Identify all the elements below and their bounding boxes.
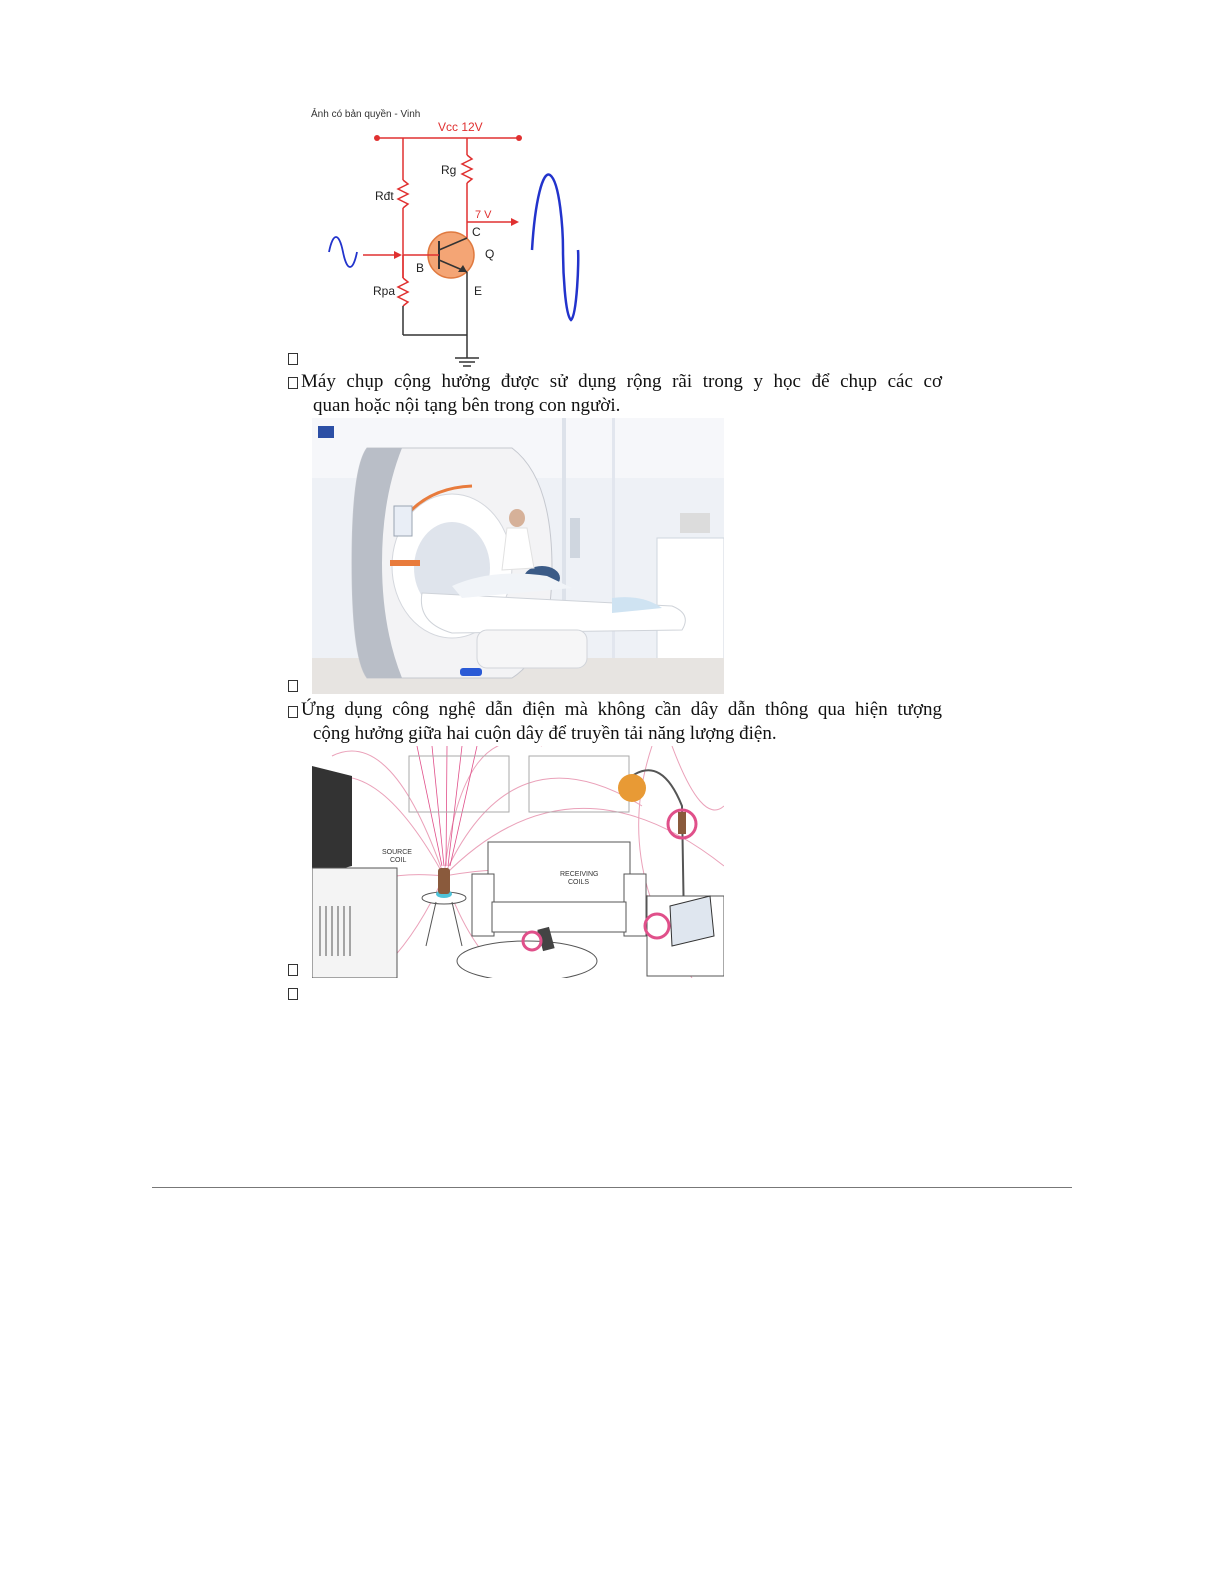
paragraph-line: Máy chụp cộng hưởng được sử dụng rộng rãi trong y học để chụp các cơ (301, 371, 942, 392)
receiving-coils-label: COILS (568, 879, 590, 886)
bullet-box (288, 353, 298, 365)
ground-icon (455, 358, 479, 366)
watermark-text: Ảnh có bản quyền - Vinh (311, 109, 421, 120)
vcc-label: Vcc 12V (438, 120, 483, 134)
rpa-label: Rpa (373, 284, 396, 298)
transistor-circuit-diagram (305, 100, 625, 375)
vout-label: 7 V (475, 209, 492, 221)
receiving-coils-label: RECEIVING (560, 871, 599, 878)
bullet-box (288, 988, 298, 1000)
source-coil-label: SOURCE (382, 849, 412, 856)
output-signal (532, 174, 578, 320)
mri-machine-photo (312, 418, 724, 694)
rdt-label: Rđt (375, 189, 394, 203)
input-signal (329, 237, 357, 267)
collector-label: C (472, 225, 481, 239)
paragraph-line: quan hoặc nội tạng bên trong con người. (313, 395, 621, 416)
resistor-rpa (398, 278, 408, 306)
rg-label: Rg (441, 163, 457, 177)
paragraph-mri (301, 370, 942, 418)
bullet-box (288, 706, 298, 718)
resistor-rg (462, 155, 472, 183)
bullet-box (288, 964, 298, 976)
bullet-box (288, 377, 298, 389)
source-coil-label: COIL (390, 857, 407, 864)
base-label: B (416, 261, 425, 275)
emitter-label: E (474, 284, 483, 298)
source-coil-icon (438, 868, 450, 894)
bullet-box (288, 680, 298, 692)
footer-divider (152, 1187, 1072, 1188)
paragraph-line: Ứng dụng công nghệ dẫn điện mà không cần dây dẫn thông qua hiện tượng (301, 699, 942, 720)
paragraph-wireless (301, 698, 942, 746)
resistor-rdt (398, 180, 408, 208)
wireless-power-illustration (312, 746, 724, 978)
paragraph-line: cộng hưởng giữa hai cuộn dây để truyền tải năng lượng điện. (313, 723, 777, 744)
q-label: Q (485, 247, 495, 261)
